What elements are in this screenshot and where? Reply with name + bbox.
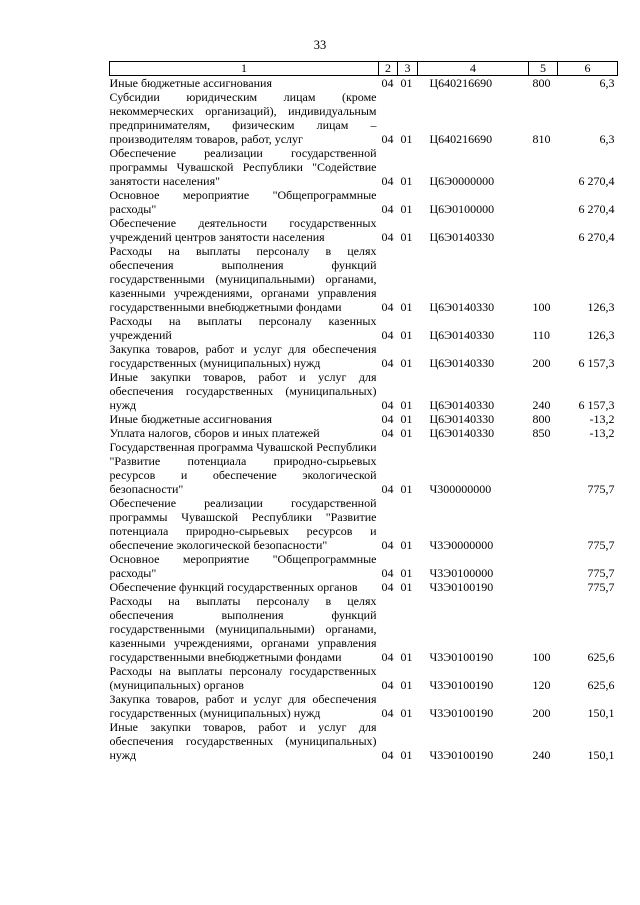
row-amount: 6 157,3	[578, 356, 615, 370]
row-target-article: Ч3Э0100190	[429, 706, 494, 720]
row-podrazdel: 01	[400, 202, 413, 216]
row-name: Основное мероприятие "Общепрограммные расходы"	[109, 188, 377, 216]
header-col-6: 6	[558, 62, 618, 76]
row-expense-type: 800	[532, 412, 551, 426]
row-amount: 6 270,4	[578, 202, 615, 216]
row-podrazdel: 01	[400, 706, 413, 720]
row-amount: 126,3	[587, 300, 615, 314]
budget-table	[109, 61, 618, 762]
header-col-2: 2	[379, 62, 398, 76]
table-row	[110, 580, 618, 594]
row-name: Закупка товаров, работ и услуг для обеспечения государственных (муниципальных) нужд	[109, 342, 377, 370]
row-target-article: Ц6Э0140330	[429, 300, 495, 314]
table-row	[110, 188, 618, 216]
table-row	[110, 412, 618, 426]
row-target-article: Ч3Э0100000	[429, 566, 494, 580]
row-podrazdel: 01	[400, 230, 413, 244]
row-podrazdel: 01	[400, 132, 413, 146]
row-expense-type: 800	[532, 76, 551, 90]
row-target-article: Ц6Э0140330	[429, 328, 495, 342]
row-razdel: 04	[381, 76, 394, 90]
row-podrazdel: 01	[400, 174, 413, 188]
row-name: Государственная программа Чувашской Республики "Развитие потенциала природно-сырьевых ресурсов и обеспечение экологической безопасности"	[109, 440, 377, 496]
row-amount: 6 157,3	[578, 398, 615, 412]
row-target-article: Ч3Э0100190	[429, 650, 494, 664]
row-podrazdel: 01	[400, 482, 413, 496]
row-target-article: Ц640216690	[429, 132, 493, 146]
row-podrazdel: 01	[400, 650, 413, 664]
header-col-5: 5	[529, 62, 558, 76]
row-amount: 150,1	[587, 748, 615, 762]
row-target-article: Ц6Э0140330	[429, 356, 495, 370]
row-name: Расходы на выплаты персоналу в целях обеспечения выполнения функций государственными (муниципальными) органами, казенными учреждениями, органами управления государственными внебюджетными фондами	[109, 594, 377, 664]
row-target-article: Ц6Э0100000	[429, 202, 495, 216]
row-name: Уплата налогов, сборов и иных платежей	[109, 426, 320, 440]
row-target-article: Ч3Э0100190	[429, 580, 494, 594]
row-target-article: Ц6Э0140330	[429, 412, 495, 426]
row-amount: 625,6	[587, 650, 615, 664]
table-row	[110, 216, 618, 244]
table-row	[110, 314, 618, 342]
row-razdel: 04	[381, 678, 394, 692]
header-col-3: 3	[398, 62, 418, 76]
row-podrazdel: 01	[400, 300, 413, 314]
row-expense-type	[529, 216, 558, 244]
table-row	[110, 342, 618, 370]
row-podrazdel: 01	[400, 678, 413, 692]
row-name: Расходы на выплаты персоналу казенных учреждений	[109, 314, 377, 342]
row-name: Иные закупки товаров, работ и услуг для обеспечения государственных (муниципальных) нужд	[109, 720, 377, 762]
row-name: Обеспечение функций государственных органов	[109, 580, 358, 594]
row-razdel: 04	[381, 706, 394, 720]
table-row	[110, 146, 618, 188]
table-row	[110, 426, 618, 440]
row-amount: 775,7	[587, 538, 615, 552]
header-col-4: 4	[418, 62, 529, 76]
row-amount: 775,7	[587, 580, 615, 594]
row-amount: 775,7	[587, 566, 615, 580]
row-razdel: 04	[381, 132, 394, 146]
row-amount: 625,6	[587, 678, 615, 692]
row-name: Обеспечение деятельности государственных учреждений центров занятости населения	[109, 216, 377, 244]
row-razdel: 04	[381, 426, 394, 440]
row-amount: -13,2	[589, 426, 615, 440]
row-podrazdel: 01	[400, 356, 413, 370]
row-razdel: 04	[381, 202, 394, 216]
row-expense-type: 850	[532, 426, 551, 440]
row-name: Основное мероприятие "Общепрограммные расходы"	[109, 552, 377, 580]
header-row	[110, 62, 618, 76]
row-expense-type	[529, 552, 558, 580]
row-amount: 6,3	[599, 76, 615, 90]
row-amount: -13,2	[589, 412, 615, 426]
row-target-article: Ч300000000	[429, 482, 492, 496]
row-podrazdel: 01	[400, 566, 413, 580]
table-row	[110, 720, 618, 762]
row-amount: 6 270,4	[578, 230, 615, 244]
row-podrazdel: 01	[400, 580, 413, 594]
row-target-article: Ц6Э0140330	[429, 230, 495, 244]
row-expense-type: 100	[532, 300, 551, 314]
row-expense-type: 110	[532, 328, 551, 342]
row-target-article: Ц6Э0140330	[429, 426, 495, 440]
row-name: Иные бюджетные ассигнования	[109, 412, 272, 426]
row-amount: 150,1	[587, 706, 615, 720]
header-col-1: 1	[110, 62, 379, 76]
row-podrazdel: 01	[400, 748, 413, 762]
row-expense-type: 240	[532, 398, 551, 412]
page-number: 33	[313, 38, 327, 52]
row-name: Субсидии юридическим лицам (кроме некоммерческих организаций), индивидуальным предпринимателям, физическим лицам – производителям товаров, работ, услуг	[109, 90, 377, 146]
row-target-article: Ц6Э0000000	[429, 174, 495, 188]
row-razdel: 04	[381, 398, 394, 412]
row-razdel: 04	[381, 412, 394, 426]
table-row	[110, 244, 618, 314]
row-target-article: Ч3Э0100190	[429, 748, 494, 762]
row-expense-type	[529, 146, 558, 188]
row-razdel: 04	[381, 650, 394, 664]
row-amount: 6 270,4	[578, 174, 615, 188]
row-name: Обеспечение реализации государственной программы Чувашской Республики "Содействие занятости населения"	[109, 146, 377, 188]
table-row	[110, 594, 618, 664]
row-amount: 775,7	[587, 482, 615, 496]
table-row	[110, 552, 618, 580]
row-podrazdel: 01	[400, 328, 413, 342]
row-razdel: 04	[381, 748, 394, 762]
row-name: Иные закупки товаров, работ и услуг для обеспечения государственных (муниципальных) нужд	[109, 370, 377, 412]
row-name: Расходы на выплаты персоналу в целях обеспечения выполнения функций государственными (муниципальными) органами, казенными учреждениями, органами управления государственными внебюджетными фондами	[109, 244, 377, 314]
row-razdel: 04	[381, 538, 394, 552]
row-expense-type: 200	[532, 356, 551, 370]
row-razdel: 04	[381, 580, 394, 594]
row-razdel: 04	[381, 300, 394, 314]
row-podrazdel: 01	[400, 426, 413, 440]
row-expense-type: 240	[532, 748, 551, 762]
row-expense-type: 810	[532, 132, 551, 146]
row-expense-type: 100	[532, 650, 551, 664]
row-target-article: Ц6Э0140330	[429, 398, 495, 412]
row-expense-type	[529, 580, 558, 594]
row-target-article: Ц640216690	[429, 76, 493, 90]
table-row	[110, 440, 618, 496]
row-podrazdel: 01	[400, 76, 413, 90]
table-row	[110, 664, 618, 692]
row-razdel: 04	[381, 482, 394, 496]
row-expense-type: 120	[532, 678, 551, 692]
row-name: Закупка товаров, работ и услуг для обеспечения государственных (муниципальных) нужд	[109, 692, 377, 720]
row-razdel: 04	[381, 174, 394, 188]
row-expense-type	[529, 188, 558, 216]
row-expense-type	[529, 496, 558, 552]
row-name: Иные бюджетные ассигнования	[109, 76, 272, 90]
row-amount: 126,3	[587, 328, 615, 342]
row-razdel: 04	[381, 566, 394, 580]
row-expense-type	[529, 440, 558, 496]
row-target-article: Ч3Э0100190	[429, 678, 494, 692]
row-razdel: 04	[381, 328, 394, 342]
row-podrazdel: 01	[400, 538, 413, 552]
row-podrazdel: 01	[400, 398, 413, 412]
row-razdel: 04	[381, 230, 394, 244]
row-name: Расходы на выплаты персоналу государственных (муниципальных) органов	[109, 664, 377, 692]
table-row	[110, 76, 618, 91]
table-row	[110, 692, 618, 720]
row-name: Обеспечение реализации государственной программы Чувашской Республики "Развитие потенциала природно-сырьевых ресурсов и обеспечение экологической безопасности"	[109, 496, 377, 552]
row-podrazdel: 01	[400, 412, 413, 426]
row-razdel: 04	[381, 356, 394, 370]
table-row	[110, 370, 618, 412]
row-expense-type: 200	[532, 706, 551, 720]
row-amount: 6,3	[599, 132, 615, 146]
row-target-article: Ч3Э0000000	[429, 538, 494, 552]
table-row	[110, 90, 618, 146]
table-row	[110, 496, 618, 552]
